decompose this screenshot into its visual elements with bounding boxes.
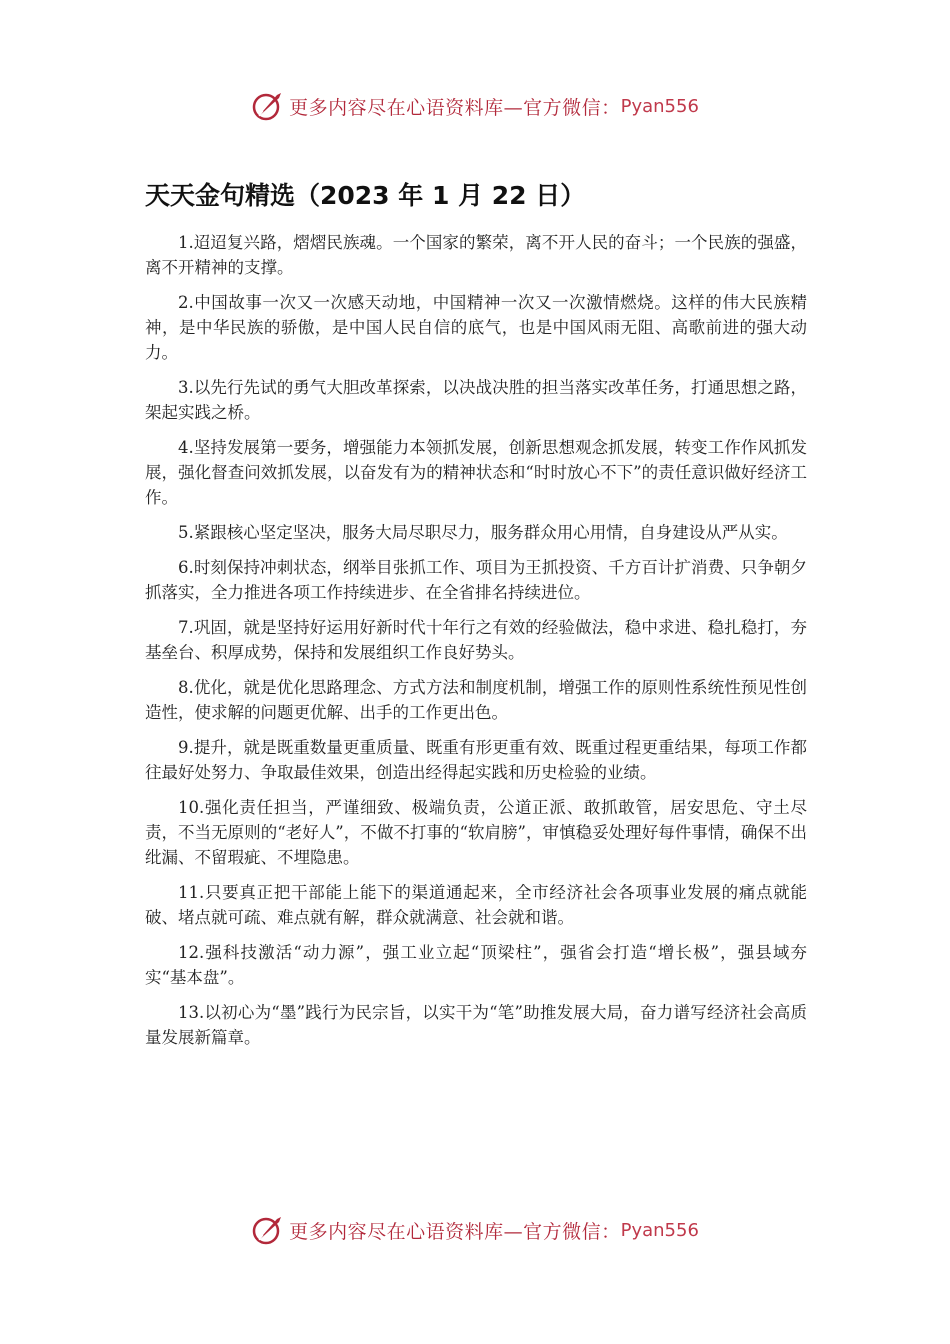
footer-banner — [0, 1210, 950, 1250]
wechat-id: Pyan556 — [620, 1219, 699, 1241]
header-banner — [0, 86, 950, 126]
paragraph-8: 8.优化，就是优化思路理念、方式方法和制度机制，增强工作的原则性系统性预见性创造性，使求解的问题更优解、出手的工作更出色。 — [145, 678, 807, 722]
document-body — [145, 230, 807, 1060]
paragraph-11: 11.只要真正把干部能上能下的渠道通起来，全市经济社会各项事业发展的痛点就能破、堵点就可疏、难点就有解，群众就满意、社会就和谐。 — [145, 883, 807, 927]
paragraph-12: 12.强科技激活“动力源”，强工业立起“顶梁柱”，强省会打造“增长极”，强县域夯实“基本盘”。 — [145, 943, 807, 987]
paragraph-7: 7.巩固，就是坚持好运用好新时代十年行之有效的经验做法，稳中求进、稳扎稳打，夯基垒台、积厚成势，保持和发展组织工作良好势头。 — [145, 618, 807, 662]
paragraph-2: 2.中国故事一次又一次感天动地，中国精神一次又一次激情燃烧。这样的伟大民族精神，是中华民族的骄傲，是中国人民自信的底气，也是中国风雨无阻、高歌前进的强大动力。 — [145, 293, 807, 362]
paragraph-3: 3.以先行先试的勇气大胆改革探索，以决战决胜的担当落实改革任务，打通思想之路，架起实践之桥。 — [145, 378, 807, 422]
paragraph-10: 10.强化责任担当，严谨细致、极端负责，公道正派、敢抓敢管，居安思危、守土尽责，不当无原则的“老好人”，不做不打事的“软肩膀”，审慎稳妥处理好每件事情，确保不出纰漏、不留瑕疵、不埋隐患。 — [145, 798, 807, 867]
quill-pen-icon — [251, 89, 285, 123]
paragraph-1: 1.迢迢复兴路，熠熠民族魂。一个国家的繁荣，离不开人民的奋斗；一个民族的强盛，离不开精神的支撑。 — [145, 233, 807, 277]
paragraph-9: 9.提升，就是既重数量更重质量、既重有形更重有效、既重过程更重结果，每项工作都往最好处努力、争取最佳效果，创造出经得起实践和历史检验的业绩。 — [145, 738, 807, 782]
paragraph-5: 5.紧跟核心坚定坚决，服务大局尽职尽力，服务群众用心用情，自身建设从严从实。 — [178, 523, 788, 542]
quill-pen-icon — [251, 1213, 285, 1247]
page-title: 天天金句精选（2023 年 1 月 22 日） — [145, 181, 586, 210]
wechat-id: Pyan556 — [620, 95, 699, 117]
paragraph-6: 6.时刻保持冲刺状态，纲举目张抓工作、项目为王抓投资、千方百计扩消费、只争朝夕抓落实，全力推进各项工作持续进步、在全省排名持续进位。 — [145, 558, 807, 602]
paragraph-13: 13.以初心为“墨”践行为民宗旨，以实干为“笔”助推发展大局，奋力谱写经济社会高质量发展新篇章。 — [145, 1003, 807, 1047]
paragraph-4: 4.坚持发展第一要务，增强能力本领抓发展，创新思想观念抓发展，转变工作作风抓发展，强化督查问效抓发展，以奋发有为的精神状态和“时时放心不下”的责任意识做好经济工作。 — [145, 438, 807, 507]
banner-text: 更多内容尽在心语资料库—官方微信： — [289, 1220, 621, 1243]
banner-text: 更多内容尽在心语资料库—官方微信： — [289, 96, 621, 119]
